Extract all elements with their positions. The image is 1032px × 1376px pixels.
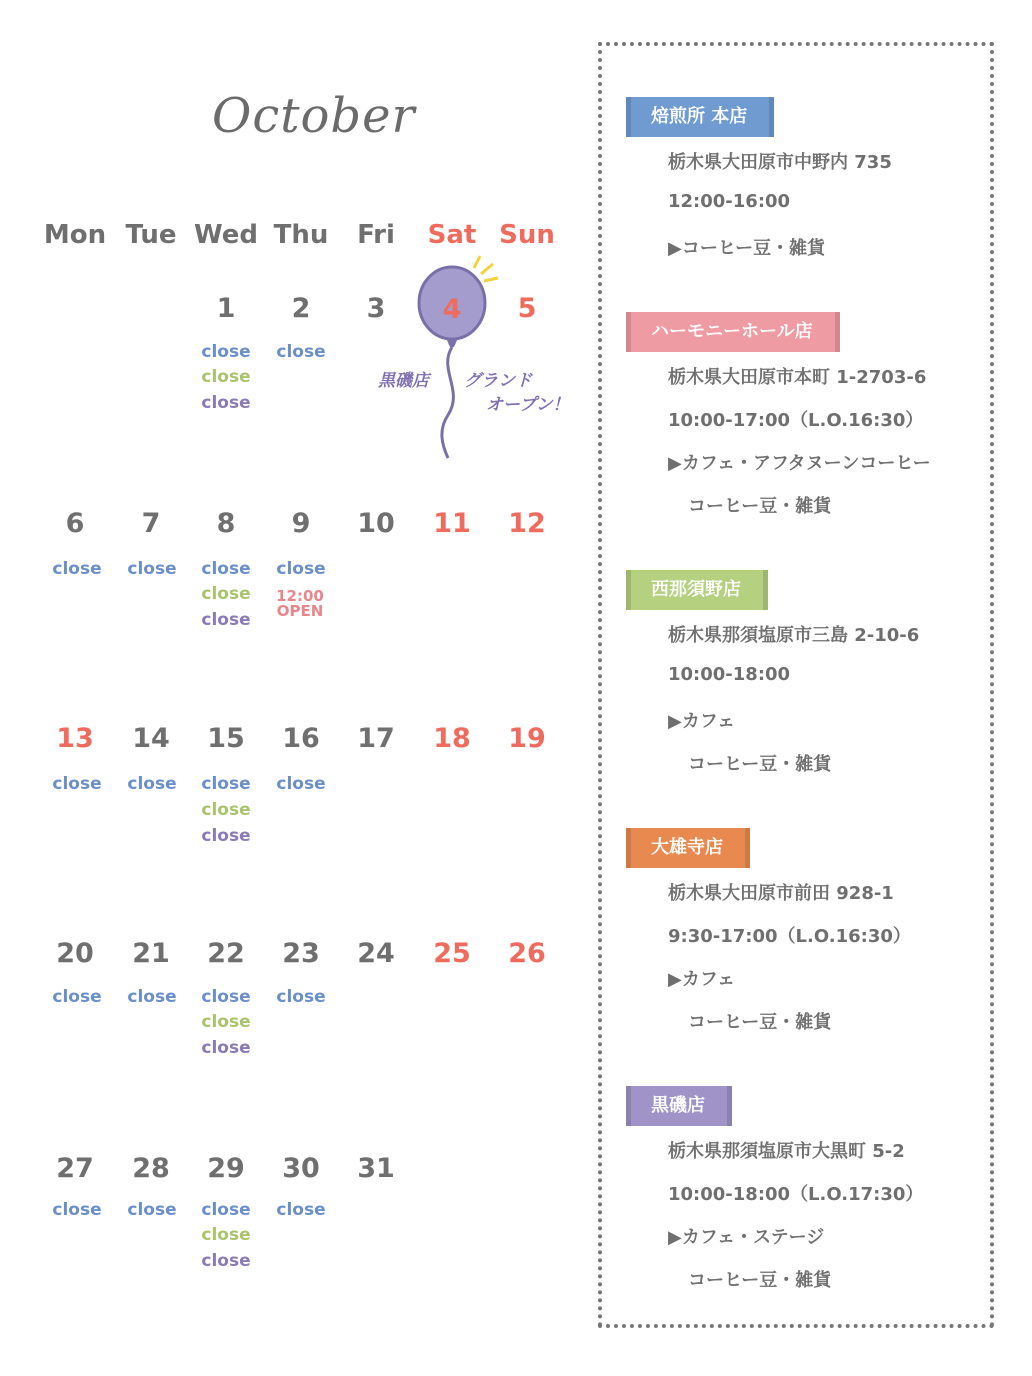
- day-cell: 30: [282, 1153, 320, 1184]
- promo-line2: オープン！: [486, 395, 570, 415]
- close-mark: close: [201, 1225, 251, 1245]
- day-cell: 16: [282, 723, 320, 754]
- store-services: コーヒー豆・雑貨: [688, 496, 832, 517]
- close-mark: close: [201, 800, 251, 820]
- store-services: ▶コーヒー豆・雑貨: [668, 238, 826, 259]
- day-cell: 29: [207, 1153, 245, 1184]
- month-title: October: [212, 88, 416, 144]
- close-mark: close: [201, 559, 251, 579]
- weekday-sat: Sat: [427, 220, 477, 250]
- store-label-nishinasuno: 西那須野店: [626, 570, 768, 610]
- close-mark: close: [276, 987, 326, 1007]
- close-mark: close: [201, 1038, 251, 1058]
- weekday-fri: Fri: [357, 220, 395, 250]
- day-cell: 18: [433, 723, 471, 754]
- close-mark: close: [201, 987, 251, 1007]
- close-mark: close: [52, 987, 102, 1007]
- close-mark: close: [201, 1251, 251, 1271]
- store-address: 栃木県大田原市本町 1-2703-6: [668, 367, 927, 388]
- store-hours: 9:30-17:00（L.O.16:30）: [668, 926, 911, 947]
- store-label-daiouji: 大雄寺店: [626, 828, 750, 868]
- store-services: コーヒー豆・雑貨: [688, 754, 832, 775]
- balloon-icon: [360, 250, 540, 465]
- close-mark: close: [276, 1200, 326, 1220]
- store-hours: 10:00-18:00: [668, 664, 791, 685]
- store-address: 栃木県大田原市前田 928-1: [668, 883, 894, 904]
- day-cell: 21: [132, 938, 170, 969]
- day-cell: 6: [65, 508, 85, 539]
- close-mark: close: [201, 774, 251, 794]
- weekday-sun: Sun: [499, 220, 555, 250]
- store-services: ▶カフェ・アフタヌーンコーヒー: [668, 453, 931, 474]
- day-cell: 22: [207, 938, 245, 969]
- close-mark: close: [276, 774, 326, 794]
- close-mark: close: [127, 559, 177, 579]
- day-cell: 12: [508, 508, 546, 539]
- day-cell: 13: [56, 723, 94, 754]
- day-cell: 27: [56, 1153, 94, 1184]
- close-mark: close: [52, 1200, 102, 1220]
- store-hours: 10:00-17:00（L.O.16:30）: [668, 410, 924, 431]
- close-mark: close: [201, 1200, 251, 1220]
- weekday-mon: Mon: [43, 220, 107, 250]
- day-cell: 9: [291, 508, 311, 539]
- close-mark: close: [52, 774, 102, 794]
- store-hours: 10:00-18:00（L.O.17:30）: [668, 1184, 924, 1205]
- close-mark: close: [201, 826, 251, 846]
- store-label-honten: 焙煎所 本店: [626, 97, 774, 137]
- close-mark: close: [201, 342, 251, 362]
- day-cell: 3: [366, 293, 386, 324]
- store-label-harmony-hall: ハーモニーホール店: [626, 312, 840, 352]
- close-mark: close: [201, 393, 251, 413]
- close-mark: close: [201, 1012, 251, 1032]
- store-address: 栃木県那須塩原市大黒町 5-2: [668, 1141, 905, 1162]
- store-services: ▶カフェ: [668, 969, 735, 990]
- day-cell: 17: [357, 723, 395, 754]
- day-cell: 23: [282, 938, 320, 969]
- close-mark: close: [127, 987, 177, 1007]
- store-services: ▶カフェ・ステージ: [668, 1227, 825, 1248]
- day-cell: 5: [517, 293, 537, 324]
- store-address: 栃木県大田原市中野内 735: [668, 152, 892, 173]
- day-cell: 20: [56, 938, 94, 969]
- open-label-mark: OPEN: [276, 602, 324, 620]
- day-cell: 26: [508, 938, 546, 969]
- close-mark: close: [127, 1200, 177, 1220]
- weekday-wed: Wed: [194, 220, 258, 250]
- day-cell: 2: [291, 293, 311, 324]
- store-address: 栃木県那須塩原市三島 2-10-6: [668, 625, 920, 646]
- day-cell: 14: [132, 723, 170, 754]
- close-mark: close: [276, 342, 326, 362]
- close-mark: close: [201, 584, 251, 604]
- day-cell: 10: [357, 508, 395, 539]
- store-label-kuroiso: 黒磯店: [626, 1086, 732, 1126]
- close-mark: close: [276, 559, 326, 579]
- day-cell: 15: [207, 723, 245, 754]
- weekday-thu: Thu: [273, 220, 329, 250]
- weekday-tue: Tue: [125, 220, 177, 250]
- open-time-mark: 12:00: [276, 587, 324, 605]
- day-cell: 11: [433, 508, 471, 539]
- close-mark: close: [127, 774, 177, 794]
- day-cell: 31: [357, 1153, 395, 1184]
- day-cell: 8: [216, 508, 236, 539]
- store-services: ▶カフェ: [668, 711, 735, 732]
- close-mark: close: [52, 559, 102, 579]
- day-cell: 1: [216, 293, 236, 324]
- close-mark: close: [201, 610, 251, 630]
- day-cell: 25: [433, 938, 471, 969]
- promo-store-label: 黒磯店: [378, 371, 429, 391]
- day-cell: 28: [132, 1153, 170, 1184]
- store-hours: 12:00-16:00: [668, 191, 791, 212]
- day-cell: 19: [508, 723, 546, 754]
- day-cell-highlight: 4: [442, 294, 462, 325]
- promo-line1: グランド: [464, 371, 532, 391]
- day-cell: 24: [357, 938, 395, 969]
- store-services: コーヒー豆・雑貨: [688, 1012, 832, 1033]
- day-cell: 7: [141, 508, 161, 539]
- close-mark: close: [201, 367, 251, 387]
- store-services: コーヒー豆・雑貨: [688, 1270, 832, 1291]
